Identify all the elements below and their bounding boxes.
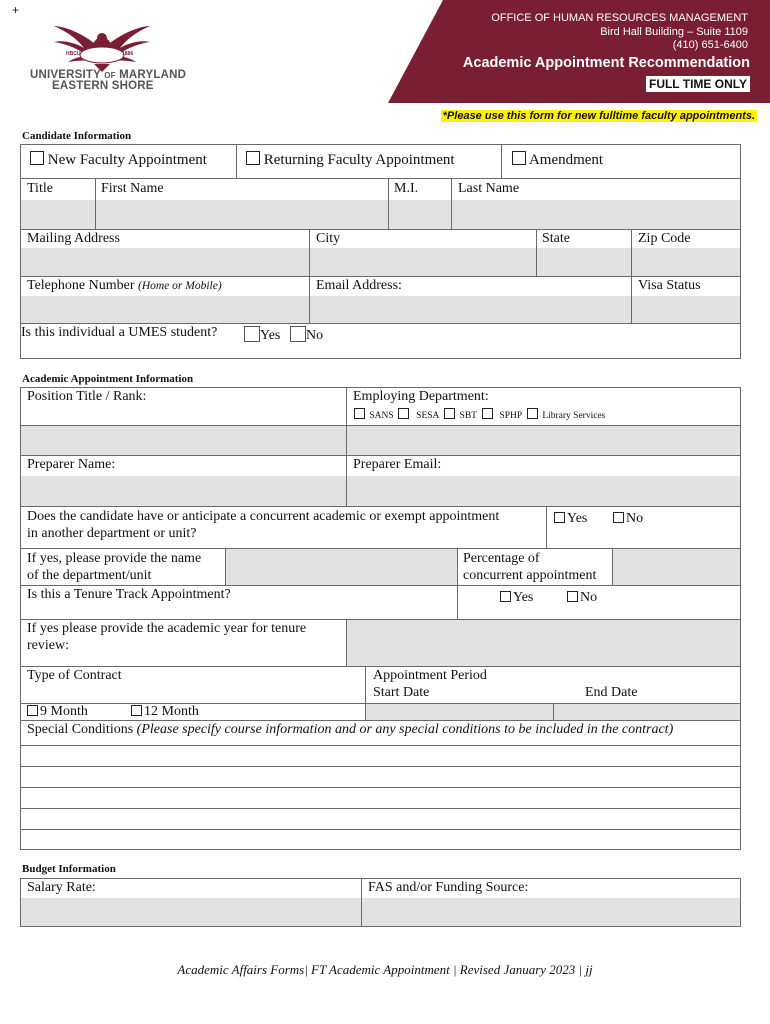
tenure-year-field[interactable] <box>346 619 741 667</box>
end-date-field[interactable] <box>553 703 741 721</box>
student-yes-checkbox[interactable] <box>244 326 260 342</box>
divider <box>457 585 458 620</box>
zip-label: Zip Code <box>638 231 691 246</box>
if-yes-line1: If yes, please provide the name <box>27 551 202 566</box>
special-conditions-line[interactable] <box>20 787 741 809</box>
visa-label: Visa Status <box>638 278 701 293</box>
amendment-option[interactable]: Amendment <box>512 151 603 169</box>
salary-label: Salary Rate: <box>27 880 96 895</box>
start-date-field[interactable] <box>365 703 554 721</box>
concurrent-dept-field[interactable] <box>225 548 458 586</box>
email-field[interactable] <box>310 296 631 323</box>
plus-mark: + <box>12 3 20 17</box>
student-question: Is this individual a UMES student? <box>21 325 218 340</box>
first-name-field[interactable] <box>96 200 388 229</box>
logo-line2: EASTERN SHORE <box>52 80 154 92</box>
percentage-line2: concurrent appointment <box>463 568 597 583</box>
dept-sphp[interactable]: SPHP <box>482 411 522 421</box>
concurrent-yes-option[interactable]: Yes <box>554 511 587 527</box>
candidate-section-title: Candidate Information <box>22 130 132 142</box>
tenure-question: Is this a Tenure Track Appointment? <box>27 587 231 602</box>
position-label: Position Title / Rank: <box>27 389 147 404</box>
office-name: OFFICE OF HUMAN RESOURCES MANAGEMENT <box>491 12 748 24</box>
student-no-checkbox[interactable] <box>290 326 306 342</box>
email-label: Email Address: <box>316 278 402 293</box>
hawk-logo-icon <box>24 20 180 72</box>
form-title: Academic Appointment Recommendation <box>462 55 750 71</box>
logo-line1: UNIVERSITY OF MARYLAND <box>30 69 187 81</box>
returning-option[interactable]: Returning Faculty Appointment <box>246 151 455 169</box>
last-name-label: Last Name <box>458 181 520 196</box>
end-date-label: End Date <box>585 685 638 700</box>
state-label: State <box>542 231 570 246</box>
zip-field[interactable] <box>632 248 740 276</box>
percentage-line1: Percentage of <box>463 551 540 566</box>
office-phone: (410) 651-6400 <box>672 39 748 51</box>
preparer-email-field[interactable] <box>347 476 740 506</box>
dept-sans[interactable]: SANS <box>354 411 394 421</box>
special-conditions-line[interactable] <box>20 745 741 767</box>
dept-library[interactable]: Library Services <box>527 411 605 421</box>
title-label: Title <box>27 181 53 196</box>
student-yes-option[interactable]: Yes <box>244 326 280 344</box>
mailing-field[interactable] <box>21 248 309 276</box>
tenure-year-line1: If yes please provide the academic year for tenure <box>27 621 307 636</box>
department-options <box>354 408 605 421</box>
dept-sesa[interactable]: SESA <box>398 411 439 421</box>
returning-checkbox[interactable] <box>246 151 260 165</box>
state-field[interactable] <box>537 248 631 276</box>
tenure-no-option[interactable]: No <box>567 590 597 606</box>
preparer-name-label: Preparer Name: <box>27 457 116 472</box>
new-faculty-option[interactable]: New Faculty Appointment <box>30 151 207 169</box>
preparer-email-label: Preparer Email: <box>353 457 442 472</box>
seal-right-text: 1886 <box>122 51 134 57</box>
amendment-checkbox[interactable] <box>512 151 526 165</box>
mi-field[interactable] <box>389 200 451 229</box>
special-conditions-line[interactable] <box>20 766 741 788</box>
city-field[interactable] <box>310 248 536 276</box>
tenure-year-line2: review: <box>27 638 69 653</box>
nine-month-option[interactable]: 9 Month <box>27 704 88 720</box>
percentage-field[interactable] <box>612 548 741 586</box>
period-label: Appointment Period <box>373 668 487 683</box>
notice-text: *Please use this form for new fulltime faculty appointments. <box>442 110 755 122</box>
seal-left-text: HBCU <box>66 51 81 57</box>
start-date-label: Start Date <box>373 685 430 700</box>
divider <box>20 585 741 586</box>
title-field[interactable] <box>21 200 95 229</box>
dept-sbt[interactable]: SBT <box>444 411 477 421</box>
concurrent-question-line1: Does the candidate have or anticipate a concurrent academic or exempt appointment <box>27 509 500 524</box>
employing-label: Employing Department: <box>353 389 489 404</box>
concurrent-question-line2: in another department or unit? <box>27 526 197 541</box>
if-yes-line2: of the department/unit <box>27 568 152 583</box>
special-conditions-label: Special Conditions (Please specify course information and or any special conditions to be included in the contract) <box>27 722 674 737</box>
footer-text: Academic Affairs Forms| FT Academic Appointment | Revised January 2023 | jj <box>177 962 593 977</box>
special-conditions-line[interactable] <box>20 808 741 830</box>
city-label: City <box>316 231 341 246</box>
special-conditions-line[interactable] <box>20 829 741 850</box>
full-time-badge: FULL TIME ONLY <box>646 76 750 92</box>
new-faculty-checkbox[interactable] <box>30 151 44 165</box>
concurrent-no-option[interactable]: No <box>613 511 643 527</box>
telephone-field[interactable] <box>21 296 309 323</box>
academic-section-title: Academic Appointment Information <box>22 373 194 385</box>
contract-label: Type of Contract <box>27 668 122 683</box>
preparer-name-field[interactable] <box>21 476 346 506</box>
office-address: Bird Hall Building – Suite 1109 <box>600 25 748 38</box>
office-block <box>491 12 748 53</box>
last-name-field[interactable] <box>452 200 740 229</box>
twelve-month-option[interactable]: 12 Month <box>131 704 199 720</box>
student-no-option[interactable]: No <box>290 326 323 344</box>
mailing-label: Mailing Address <box>27 231 120 246</box>
telephone-label: Telephone Number (Home or Mobile) <box>27 278 222 293</box>
employing-field[interactable] <box>346 425 741 456</box>
salary-field[interactable] <box>21 898 361 926</box>
first-name-label: First Name <box>101 181 164 196</box>
umes-logo <box>24 20 187 96</box>
position-field[interactable] <box>20 425 347 456</box>
budget-section-title: Budget Information <box>22 863 116 875</box>
tenure-yes-option[interactable]: Yes <box>500 590 533 606</box>
mi-label: M.I. <box>394 181 419 196</box>
fas-label: FAS and/or Funding Source: <box>368 880 529 895</box>
fas-field[interactable] <box>362 898 740 926</box>
visa-field[interactable] <box>632 296 740 323</box>
